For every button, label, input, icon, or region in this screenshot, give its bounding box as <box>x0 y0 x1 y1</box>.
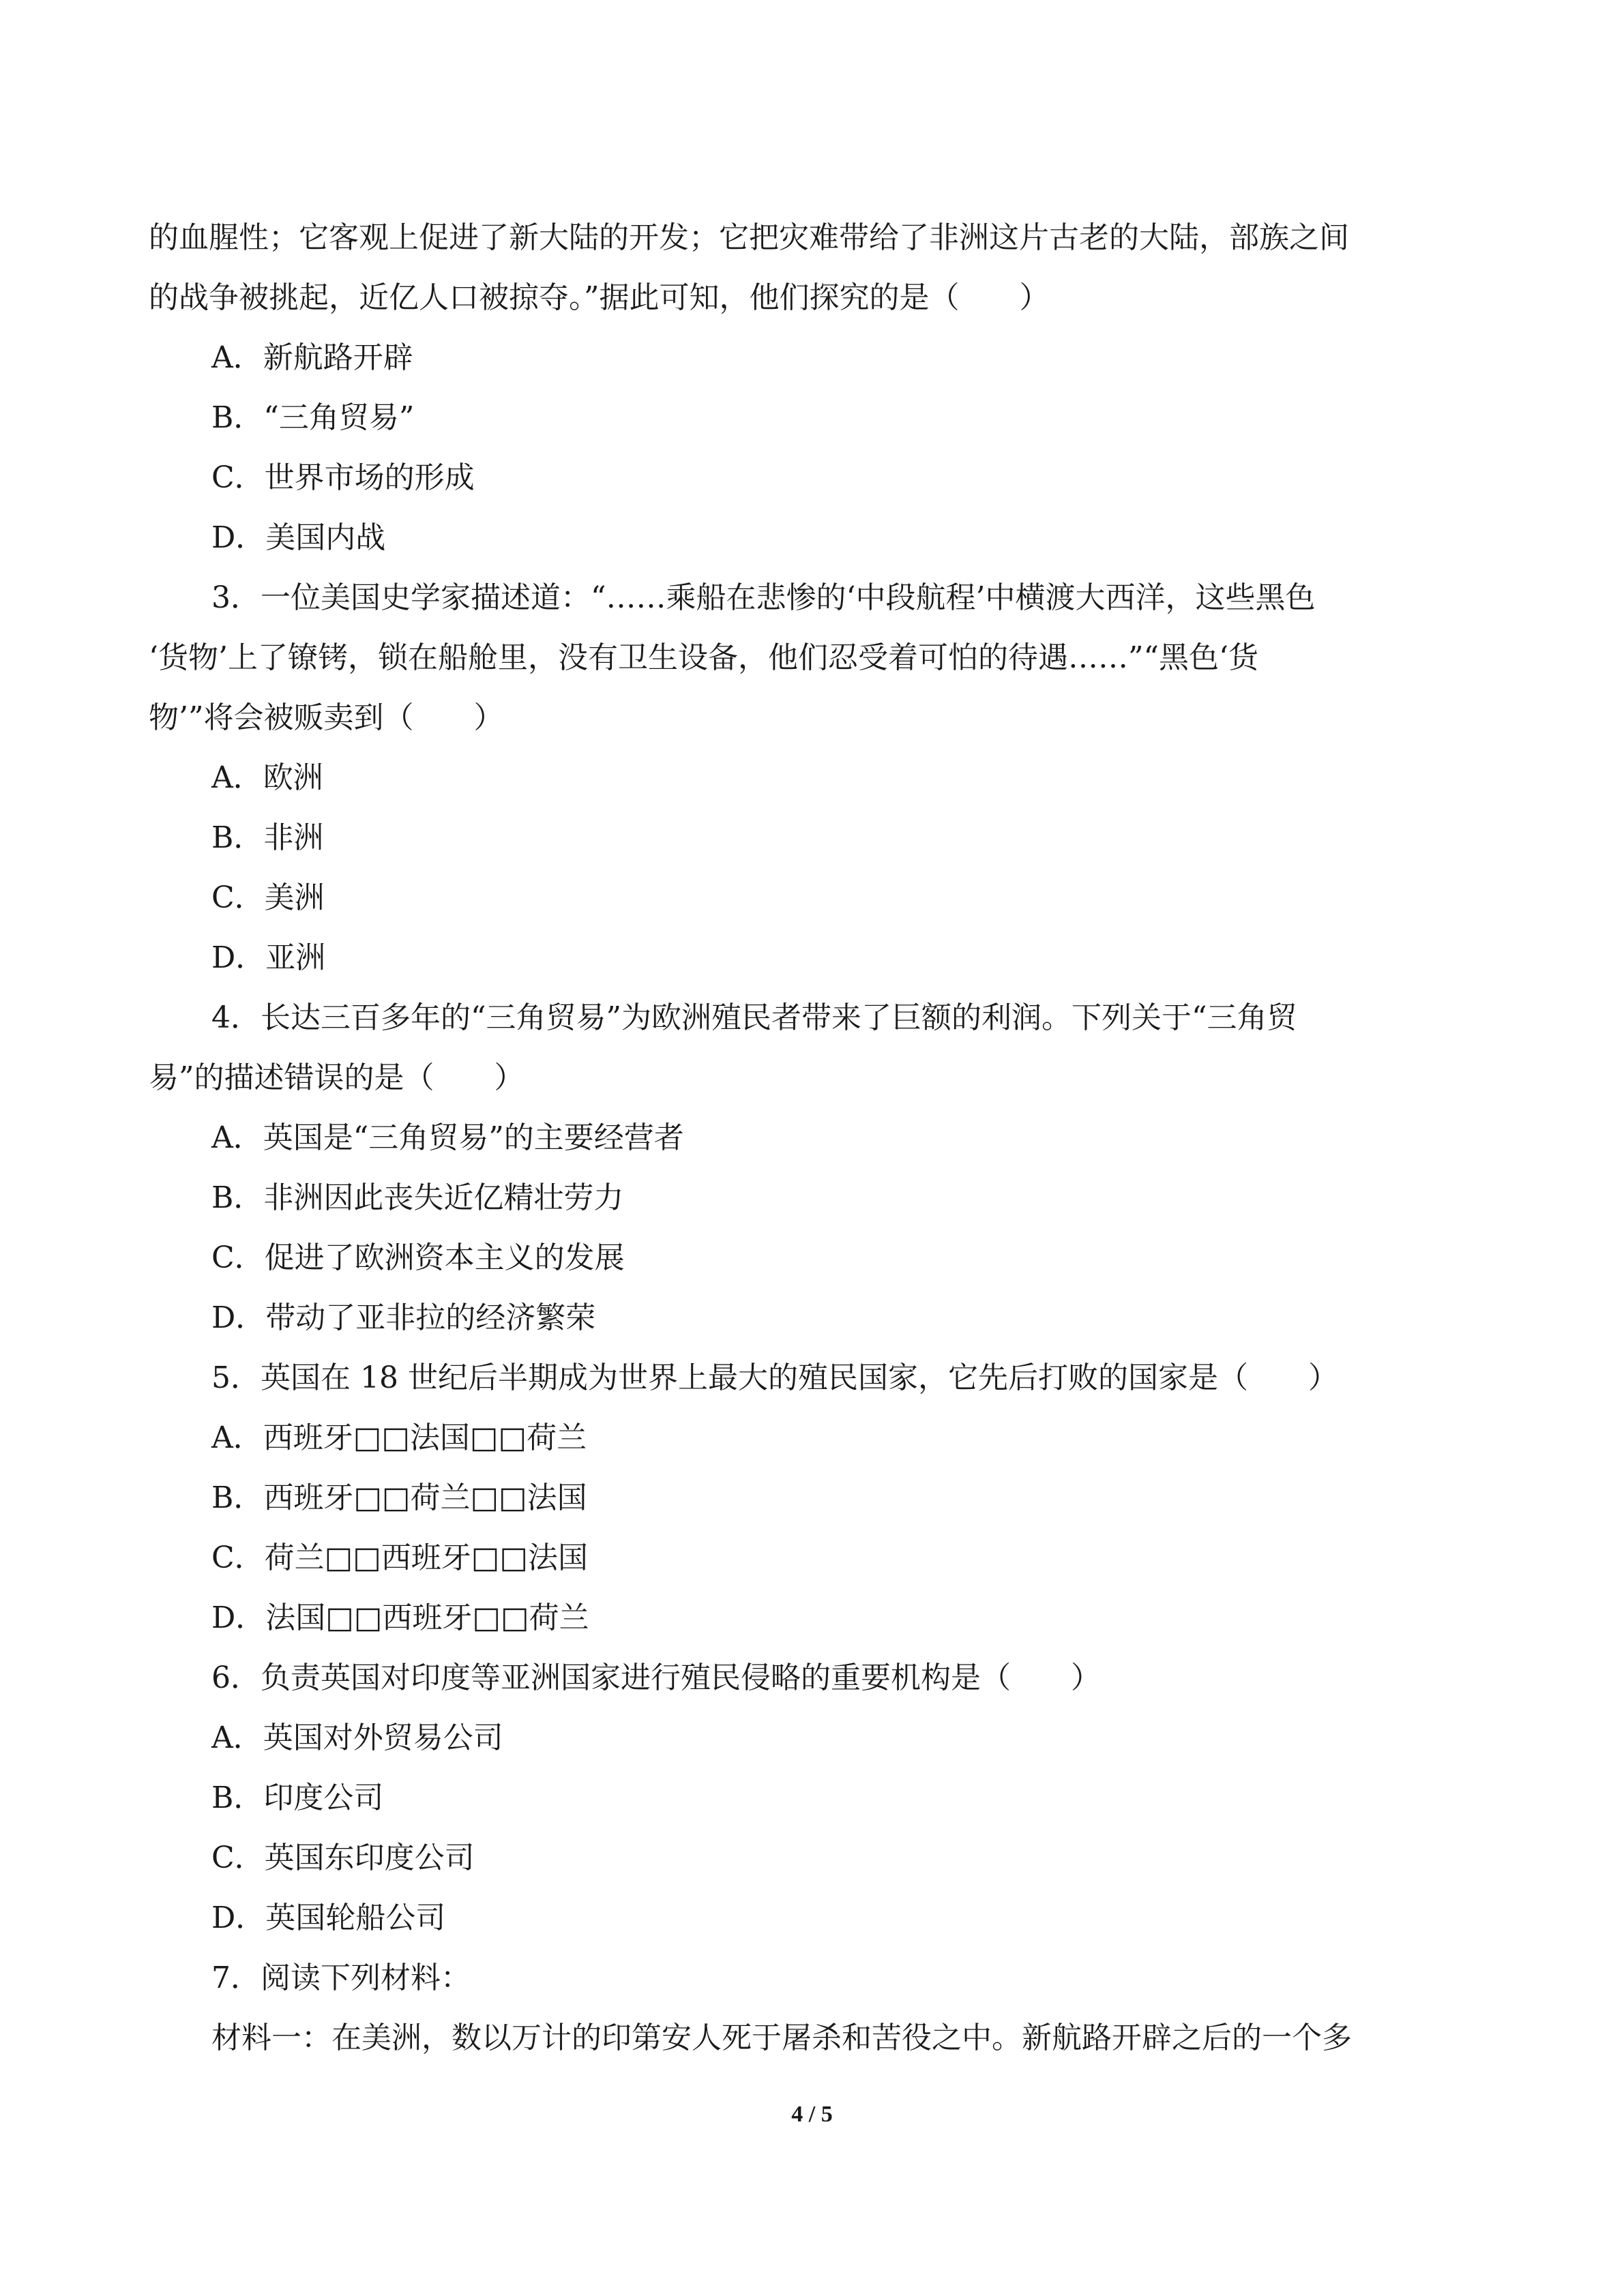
text-line: ‘货物’上了镣铐，锁在船舱里，没有卫生设备，他们忍受着可怕的待遇……”“黑色‘货 <box>149 640 1258 675</box>
text-line: D．法国□□西班牙□□荷兰 <box>211 1600 589 1635</box>
document-body <box>149 208 1475 2068</box>
text-line: D．英国轮船公司 <box>211 1900 446 1935</box>
text-line: A．英国是“三角贸易”的主要经营者 <box>211 1120 684 1155</box>
text-line: B．“三角贸易” <box>211 400 415 435</box>
text-line: B．印度公司 <box>211 1780 384 1815</box>
text-line: B．非洲 <box>211 820 324 855</box>
text-line: C．促进了欧洲资本主义的发展 <box>211 1240 625 1275</box>
text-line: B．非洲因此丧失近亿精壮劳力 <box>211 1180 624 1215</box>
text-line: A．欧洲 <box>211 760 323 795</box>
text-line: 的战争被挑起，近亿人口被掠夺。”据此可知，他们探究的是（ ） <box>149 280 1050 315</box>
text-line: C．美洲 <box>211 880 325 915</box>
text-line: 3．一位美国史学家描述道：“……乘船在悲惨的‘中段航程’中横渡大西洋，这些黑色 <box>211 580 1316 615</box>
text-line: 7．阅读下列材料： <box>211 1960 471 1995</box>
text-line: D．亚洲 <box>211 940 326 975</box>
text-line: C．世界市场的形成 <box>211 460 475 495</box>
text-line: 材料一：在美洲，数以万计的印第安人死于屠杀和苦役之中。新航路开辟之后的一个多 <box>211 2021 1352 2055</box>
text-line: 的血腥性；它客观上促进了新大陆的开发；它把灾难带给了非洲这片古老的大陆，部族之间 <box>149 220 1349 255</box>
text-line: 5．英国在 18 世纪后半期成为世界上最大的殖民国家，它先后打败的国家是（ ） <box>211 1360 1338 1395</box>
text-line: 物’”将会被贩卖到（ ） <box>149 700 504 735</box>
text-line: A．新航路开辟 <box>211 340 413 375</box>
text-line: A．西班牙□□法国□□荷兰 <box>211 1420 587 1455</box>
text-line: 6．负责英国对印度等亚洲国家进行殖民侵略的重要机构是（ ） <box>211 1660 1101 1695</box>
text-line: D．美国内战 <box>211 520 386 555</box>
text-line: 4．长达三百多年的“三角贸易”为欧洲殖民者带来了巨额的利润。下列关于“三角贸 <box>211 1000 1297 1035</box>
text-line: D．带动了亚非拉的经济繁荣 <box>211 1300 596 1335</box>
page-number: 4 / 5 <box>791 2102 833 2127</box>
text-line: B．西班牙□□荷兰□□法国 <box>211 1480 587 1515</box>
text-line: 易”的描述错误的是（ ） <box>149 1060 525 1095</box>
text-line: C．英国东印度公司 <box>211 1840 475 1875</box>
text-line: C．荷兰□□西班牙□□法国 <box>211 1540 588 1575</box>
text-line: A．英国对外贸易公司 <box>211 1720 503 1755</box>
